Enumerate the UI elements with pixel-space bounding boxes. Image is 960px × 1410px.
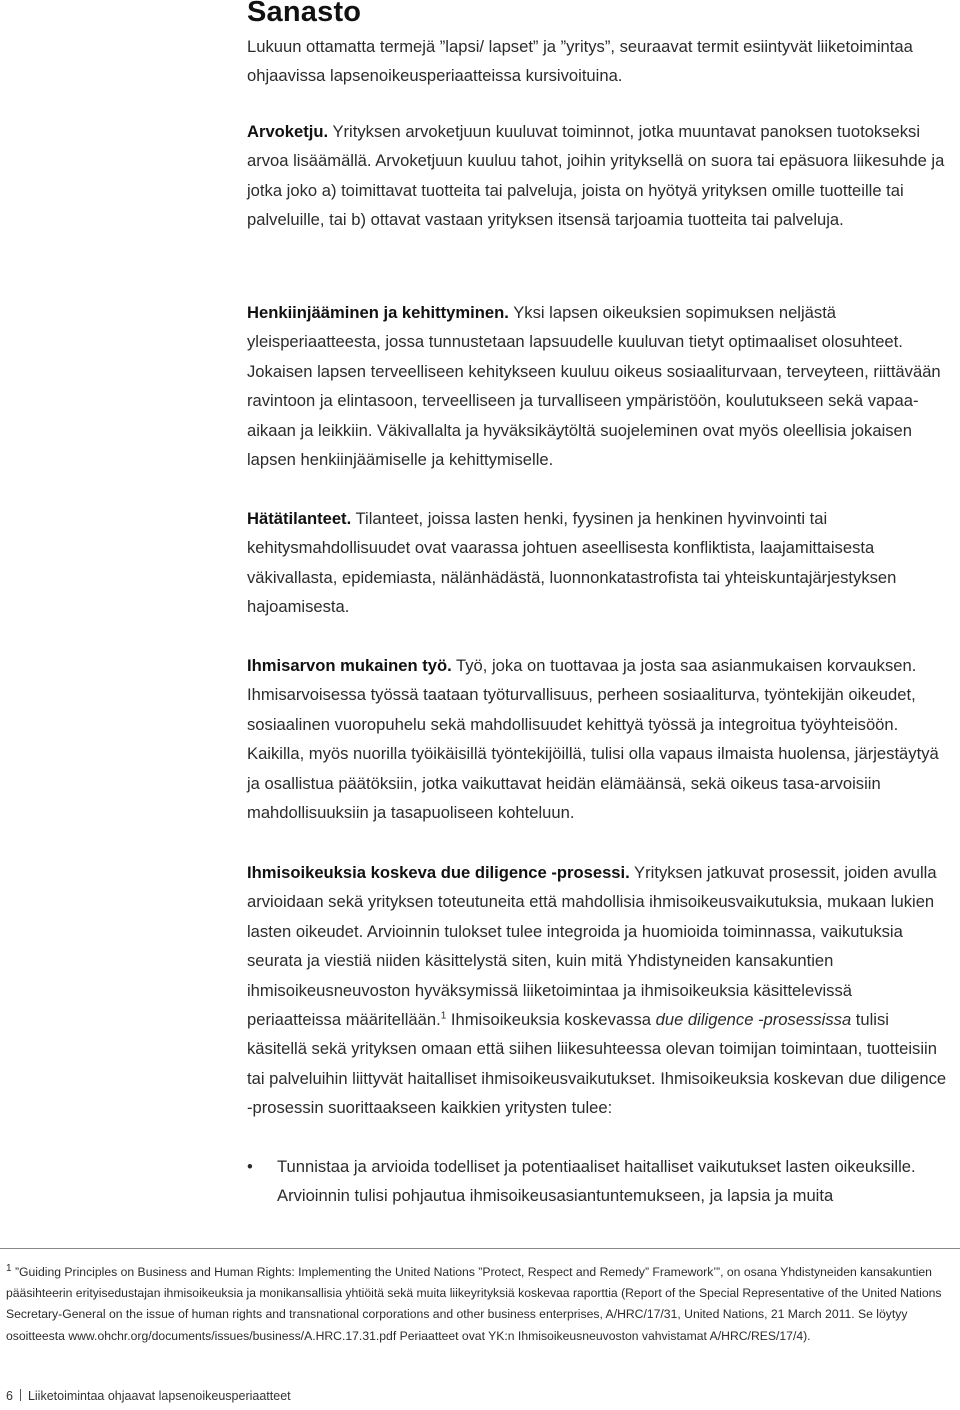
definition-due-diligence-part1: Yrityksen jatkuvat prosessit, joiden avulla arvioidaan sekä yrityksen toteutuneita että mahdollisia ihmisoikeusvaikutuksia, mukaan lukien lasten oikeudet. Arvioinnin tulokset tulee integroida ja huomioida toiminnassa, vaikutuksia seurata ja viestiä niiden käsittelystä siten, kuin mitä Yhdistyneiden kansakuntien ihmisoikeusneuvoston hyväksymissä liiketoimintaa ja ihmisoikeuksia käsittelevissä periaatteissa määritellään.	[247, 863, 937, 1030]
bullet-list	[247, 1152, 947, 1211]
intro-text: Lukuun ottamatta termejä ”lapsi/ lapset” ja ”yritys”, seuraavat termit esiintyvät liiketoimintaa ohjaavissa lapsenoikeusperiaatteissa kursivoituina.	[247, 37, 913, 86]
glossary-entry-arvoketju	[247, 117, 947, 235]
page-number: 6	[6, 1389, 13, 1403]
term-ihmisarvo: Ihmisarvon mukainen työ.	[247, 656, 452, 675]
glossary-entry-hatatilanteet	[247, 504, 947, 622]
definition-arvoketju: Yrityksen arvoketjuun kuuluvat toiminnot, jotka muuntavat panoksen tuotokseksi arvoa lisäämällä. Arvoketjuun kuuluu tahot, joihin yrityksellä on suora tai epäsuora liikesuhde ja jotka joko a) toimittavat tuotteita tai palveluja, joista on hyötyä yrityksen omille tuotteille tai palveluille, tai b) ottavat vastaan yrityksen itsensä tarjoamia tuotteita tai palveluja.	[247, 122, 945, 230]
bullet-icon: •	[247, 1157, 253, 1176]
page-footer	[6, 1389, 291, 1403]
footnote-text: ”Guiding Principles on Business and Human Rights: Implementing the United Nations ”Protect, Respect and Remedy” Framework’”, on osana Yhdistyneiden kansakuntien pääsihteerin erityisedustajan ihmisoikeuksia ja monikansallisia yhtiöitä sekä muita liikeyrityksiä koskevaa raporttia (Report of the Special Representative of the United Nations Secretary-General on the issue of human rights and transnational corporations and other business enterprises, A/HRC/17/31, United Nations, 21 March 2011. Se löytyy osoitteesta www.ohchr.org/documents/issues/business/A.HRC.17.31.pdf Periaatteet ovat YK:n Ihmisoikeusneuvoston vahvistamat A/HRC/RES/17/4).	[6, 1265, 942, 1343]
page-title: Sanasto	[247, 0, 362, 28]
footnote	[6, 1262, 951, 1347]
definition-hatatilanteet: Tilanteet, joissa lasten henki, fyysinen ja henkinen hyvinvointi tai kehitysmahdollisuudet ovat vaarassa johtuen aseellisesta konfliktista, laajamittaisesta väkivallasta, epidemiasta, nälänhädästä, luonnonkatastrofista tai yhteiskuntajärjestyksen hajoamisesta.	[247, 509, 897, 617]
definition-due-diligence-part2: Ihmisoikeuksia koskevassa	[446, 1010, 656, 1030]
intro-paragraph	[247, 32, 947, 91]
definition-ihmisarvo: Työ, joka on tuottavaa ja josta saa asianmukaisen korvauksen. Ihmisarvoisessa työssä taataan työturvallisuus, perheen sosiaaliturva, työntekijän oikeudet, sosiaalinen vuoropuhelu sekä mahdollisuudet kehittyä työssä ja integroitua työyhteisöön. Kaikilla, myös nuorilla työikäisillä työntekijöillä, tulisi olla vapaus ilmaista huolensa, järjestäytyä ja osallistua päätöksiin, jotka vaikuttavat heidän elämäänsä, sekä oikeus tasa-arvoisiin mahdollisuuksiin ja tasapuoliseen kohteluun.	[247, 656, 939, 823]
footer-separator	[20, 1389, 21, 1401]
term-due-diligence: Ihmisoikeuksia koskeva due diligence -prosessi.	[247, 863, 630, 882]
term-hatatilanteet: Hätätilanteet.	[247, 509, 352, 528]
list-item	[247, 1152, 947, 1211]
definition-henkiinjaaminen: Yksi lapsen oikeuksien sopimuksen neljästä yleisperiaatteesta, jossa tunnustetaan lapsuudelle kuuluvan tietyt optimaaliset olosuhteet. Jokaisen lapsen terveelliseen kehitykseen kuuluu oikeus sosiaaliturvaan, terveyteen, riittävään ravintoon ja elintasoon, terveelliseen ja turvalliseen ympäristöön, koulutukseen sekä vapaa-aikaan ja leikkiin. Väkivallalta ja hyväksikäytöltä suojeleminen ovat myös oleellisia jokaisen lapsen henkiinjäämiselle ja kehittymiselle.	[247, 303, 941, 470]
footer-title: Liiketoimintaa ohjaavat lapsenoikeusperiaatteet	[27, 1389, 291, 1403]
footnote-number: 1	[6, 1262, 12, 1274]
term-arvoketju: Arvoketju.	[247, 122, 329, 141]
glossary-entry-henkiinjaaminen	[247, 298, 947, 474]
glossary-entry-due-diligence	[247, 858, 947, 1123]
definition-due-diligence-part3: tulisi käsitellä sekä yrityksen omaan että siihen liikesuhteessa olevan toimijan toimintaan, tuotteisiin tai palveluihin liittyvät haitalliset ihmisoikeusvaikutukset. Ihmisoikeuksia koskevan due diligence -prosessin suorittaakseen kaikkien yritysten tulee:	[247, 1010, 947, 1118]
term-henkiinjaaminen: Henkiinjääminen ja kehittyminen.	[247, 303, 509, 322]
footnote-reference: 1	[440, 1010, 447, 1022]
definition-due-diligence-italic: due diligence -prosessissa	[655, 1010, 852, 1030]
footnote-divider	[0, 1248, 960, 1249]
bullet-text: Tunnistaa ja arvioida todelliset ja potentiaaliset haitalliset vaikutukset lasten oikeuksille. Arvioinnin tulisi pohjautua ihmisoikeusasiantuntemukseen, ja lapsia ja muita	[277, 1157, 916, 1206]
glossary-entry-ihmisarvo	[247, 651, 947, 827]
